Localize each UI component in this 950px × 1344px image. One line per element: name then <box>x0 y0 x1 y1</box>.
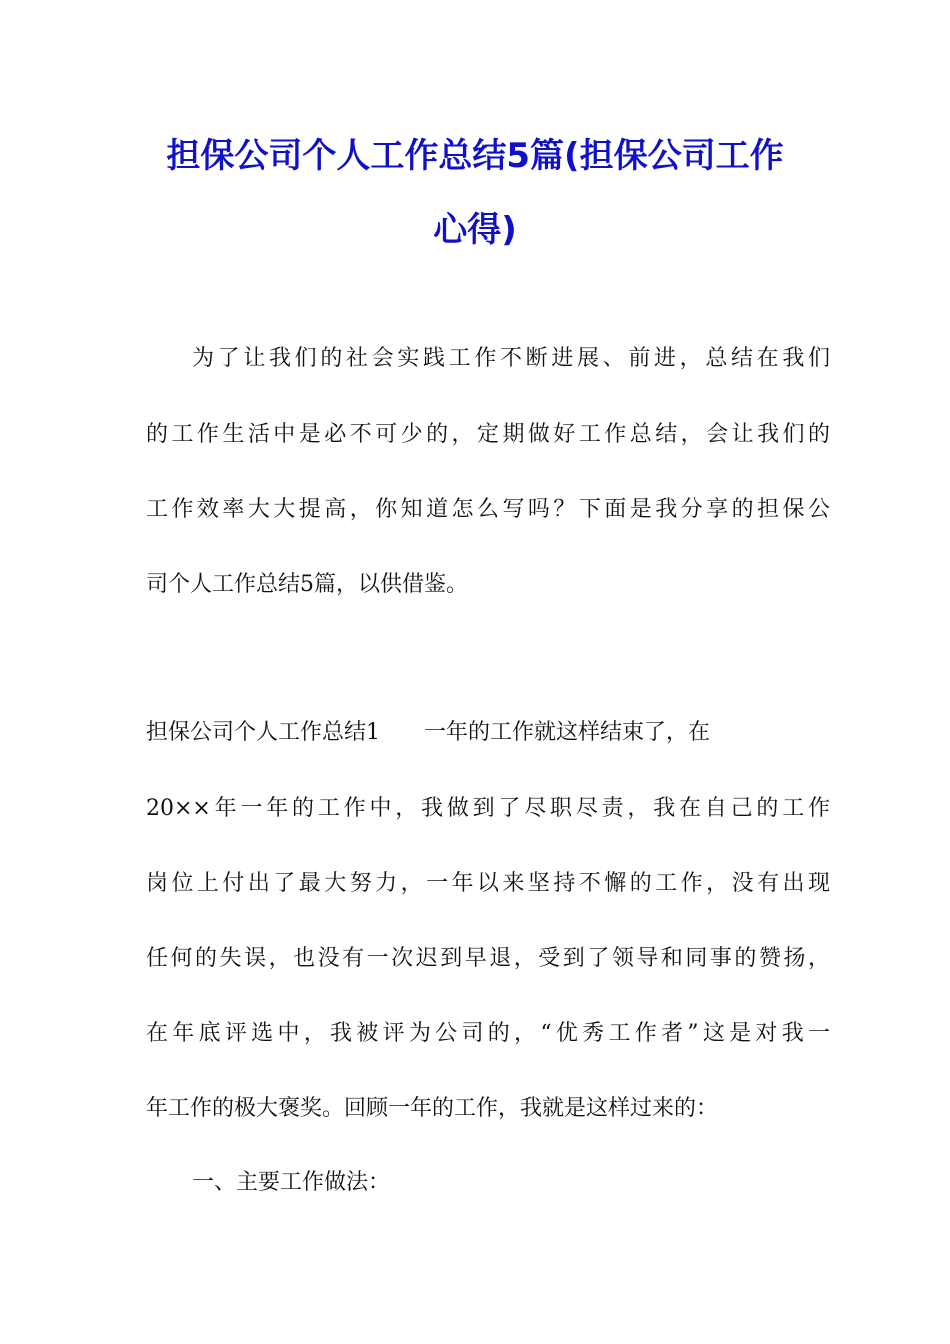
document-title-line-1: 担保公司个人工作总结5篇(担保公司工作 <box>166 136 784 176</box>
intro-paragraph-line-1: 为了让我们的社会实践工作不断进展、前进，总结在我们 <box>192 346 830 371</box>
intro-paragraph-line-4: 司个人工作总结5篇，以供借鉴。 <box>146 572 468 597</box>
section1-line-3: 岗位上付出了最大努力，一年以来坚持不懈的工作，没有出现 <box>146 871 830 896</box>
intro-paragraph-line-3: 工作效率大大提高，你知道怎么写吗？下面是我分享的担保公 <box>146 497 830 522</box>
section-heading-main-practices: 一、主要工作做法： <box>192 1170 391 1195</box>
section1-line-4: 任何的失误，也没有一次迟到早退，受到了领导和同事的赞扬， <box>146 946 830 971</box>
intro-paragraph-line-2: 的工作生活中是必不可少的，定期做好工作总结，会让我们的 <box>146 422 830 447</box>
section1-line-1: 担保公司个人工作总结1 一年的工作就这样结束了，在 <box>146 720 710 745</box>
section1-line-5: 在年底评选中，我被评为公司的，“优秀工作者”这是对我一 <box>146 1021 830 1046</box>
section1-line-6: 年工作的极大褒奖。回顾一年的工作，我就是这样过来的： <box>146 1096 719 1121</box>
document-title-line-2: 心得) <box>433 210 517 250</box>
section1-line-2: 20××年一年的工作中，我做到了尽职尽责，我在自己的工作 <box>146 796 830 821</box>
